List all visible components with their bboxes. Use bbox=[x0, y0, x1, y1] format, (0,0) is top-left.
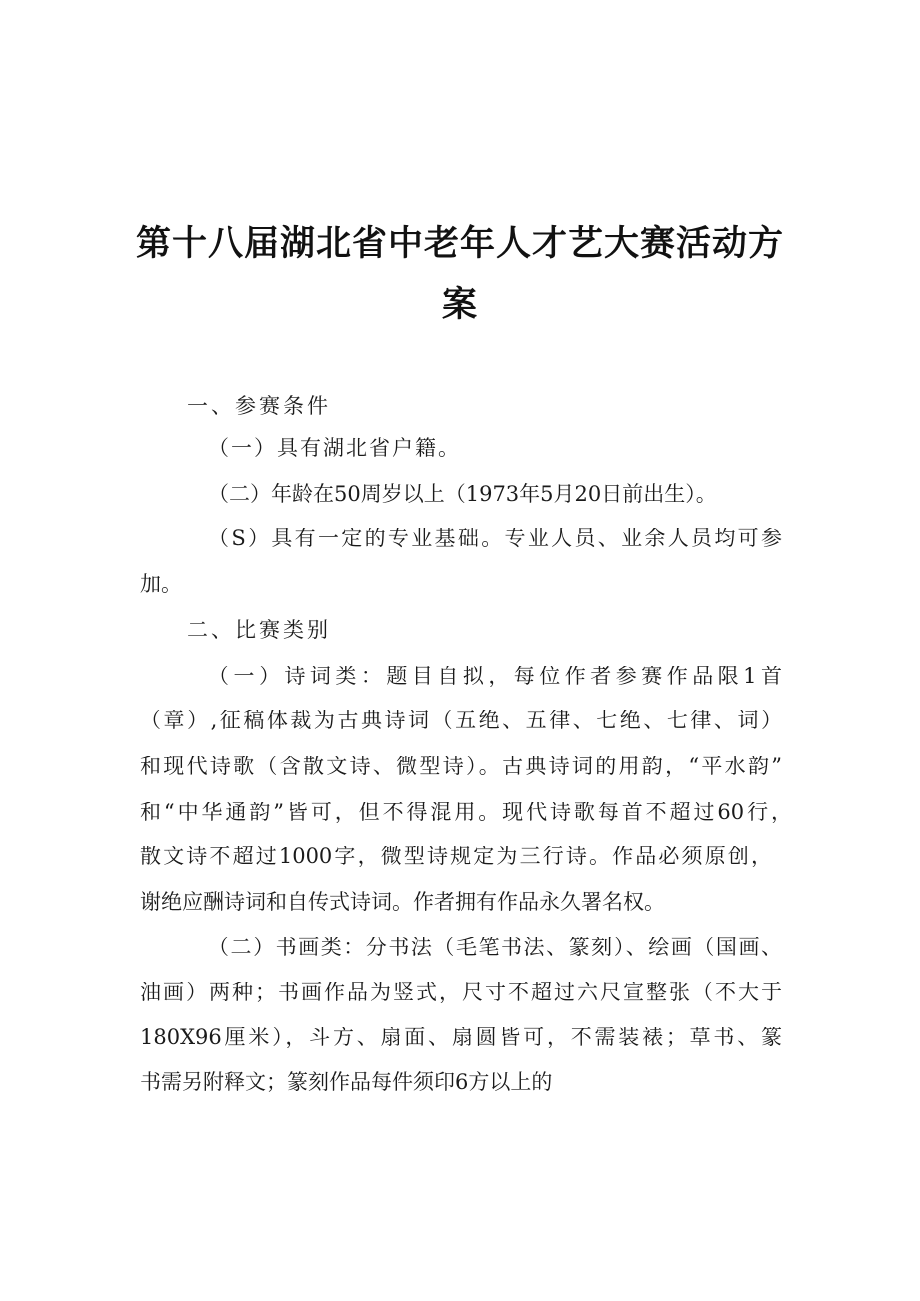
calligraphy-paragraph-line-3: 180X96厘米），斗方、扇面、扇圆皆可，不需装裱；草书、篆 bbox=[140, 1027, 782, 1048]
eligibility-item-3: （S）具有一定的专业基础。专业人员、业余人员均可参 bbox=[208, 528, 782, 549]
poetry-paragraph-line-4: 和“中华通韵”皆可，但不得混用。现代诗歌每首不超过60行， bbox=[140, 802, 792, 823]
poetry-paragraph-line-2: （章）,征稿体裁为古典诗词（五绝、五律、七绝、七律、词） bbox=[140, 710, 782, 731]
poetry-paragraph-line-3: 和现代诗歌（含散文诗、微型诗）。古典诗词的用韵，“平水韵” bbox=[140, 756, 782, 777]
calligraphy-paragraph-line-1: （二）书画类：分书法（毛笔书法、篆刻）、绘画（国画、 bbox=[208, 937, 782, 958]
eligibility-item-3-continued: 加。 bbox=[140, 572, 182, 596]
section-heading-categories: 二、比赛类别 bbox=[187, 618, 331, 642]
poetry-paragraph-line-1: （一）诗词类：题目自拟，每位作者参赛作品限1首 bbox=[208, 666, 782, 687]
calligraphy-paragraph-line-2: 油画）两种；书画作品为竖式，尺寸不超过六尺宣整张（不大于 bbox=[140, 982, 782, 1003]
document-title-line-1: 第十八届湖北省中老年人才艺大赛活动方 bbox=[135, 224, 784, 264]
section-heading-eligibility: 一、参赛条件 bbox=[187, 394, 331, 418]
document-title-line-2: 案 bbox=[441, 285, 478, 325]
eligibility-item-2: （二）年龄在50周岁以上（1973年5月20日前出生）。 bbox=[208, 482, 717, 506]
eligibility-item-1: （一）具有湖北省户籍。 bbox=[208, 436, 461, 460]
calligraphy-paragraph-line-4: 书需另附释文；篆刻作品每件须印6方以上的 bbox=[140, 1070, 553, 1094]
poetry-paragraph-line-5: 散文诗不超过1000字，微型诗规定为三行诗。作品必须原创， bbox=[140, 846, 772, 867]
poetry-paragraph-line-6: 谢绝应酬诗词和自传式诗词。作者拥有作品永久署名权。 bbox=[140, 890, 665, 914]
